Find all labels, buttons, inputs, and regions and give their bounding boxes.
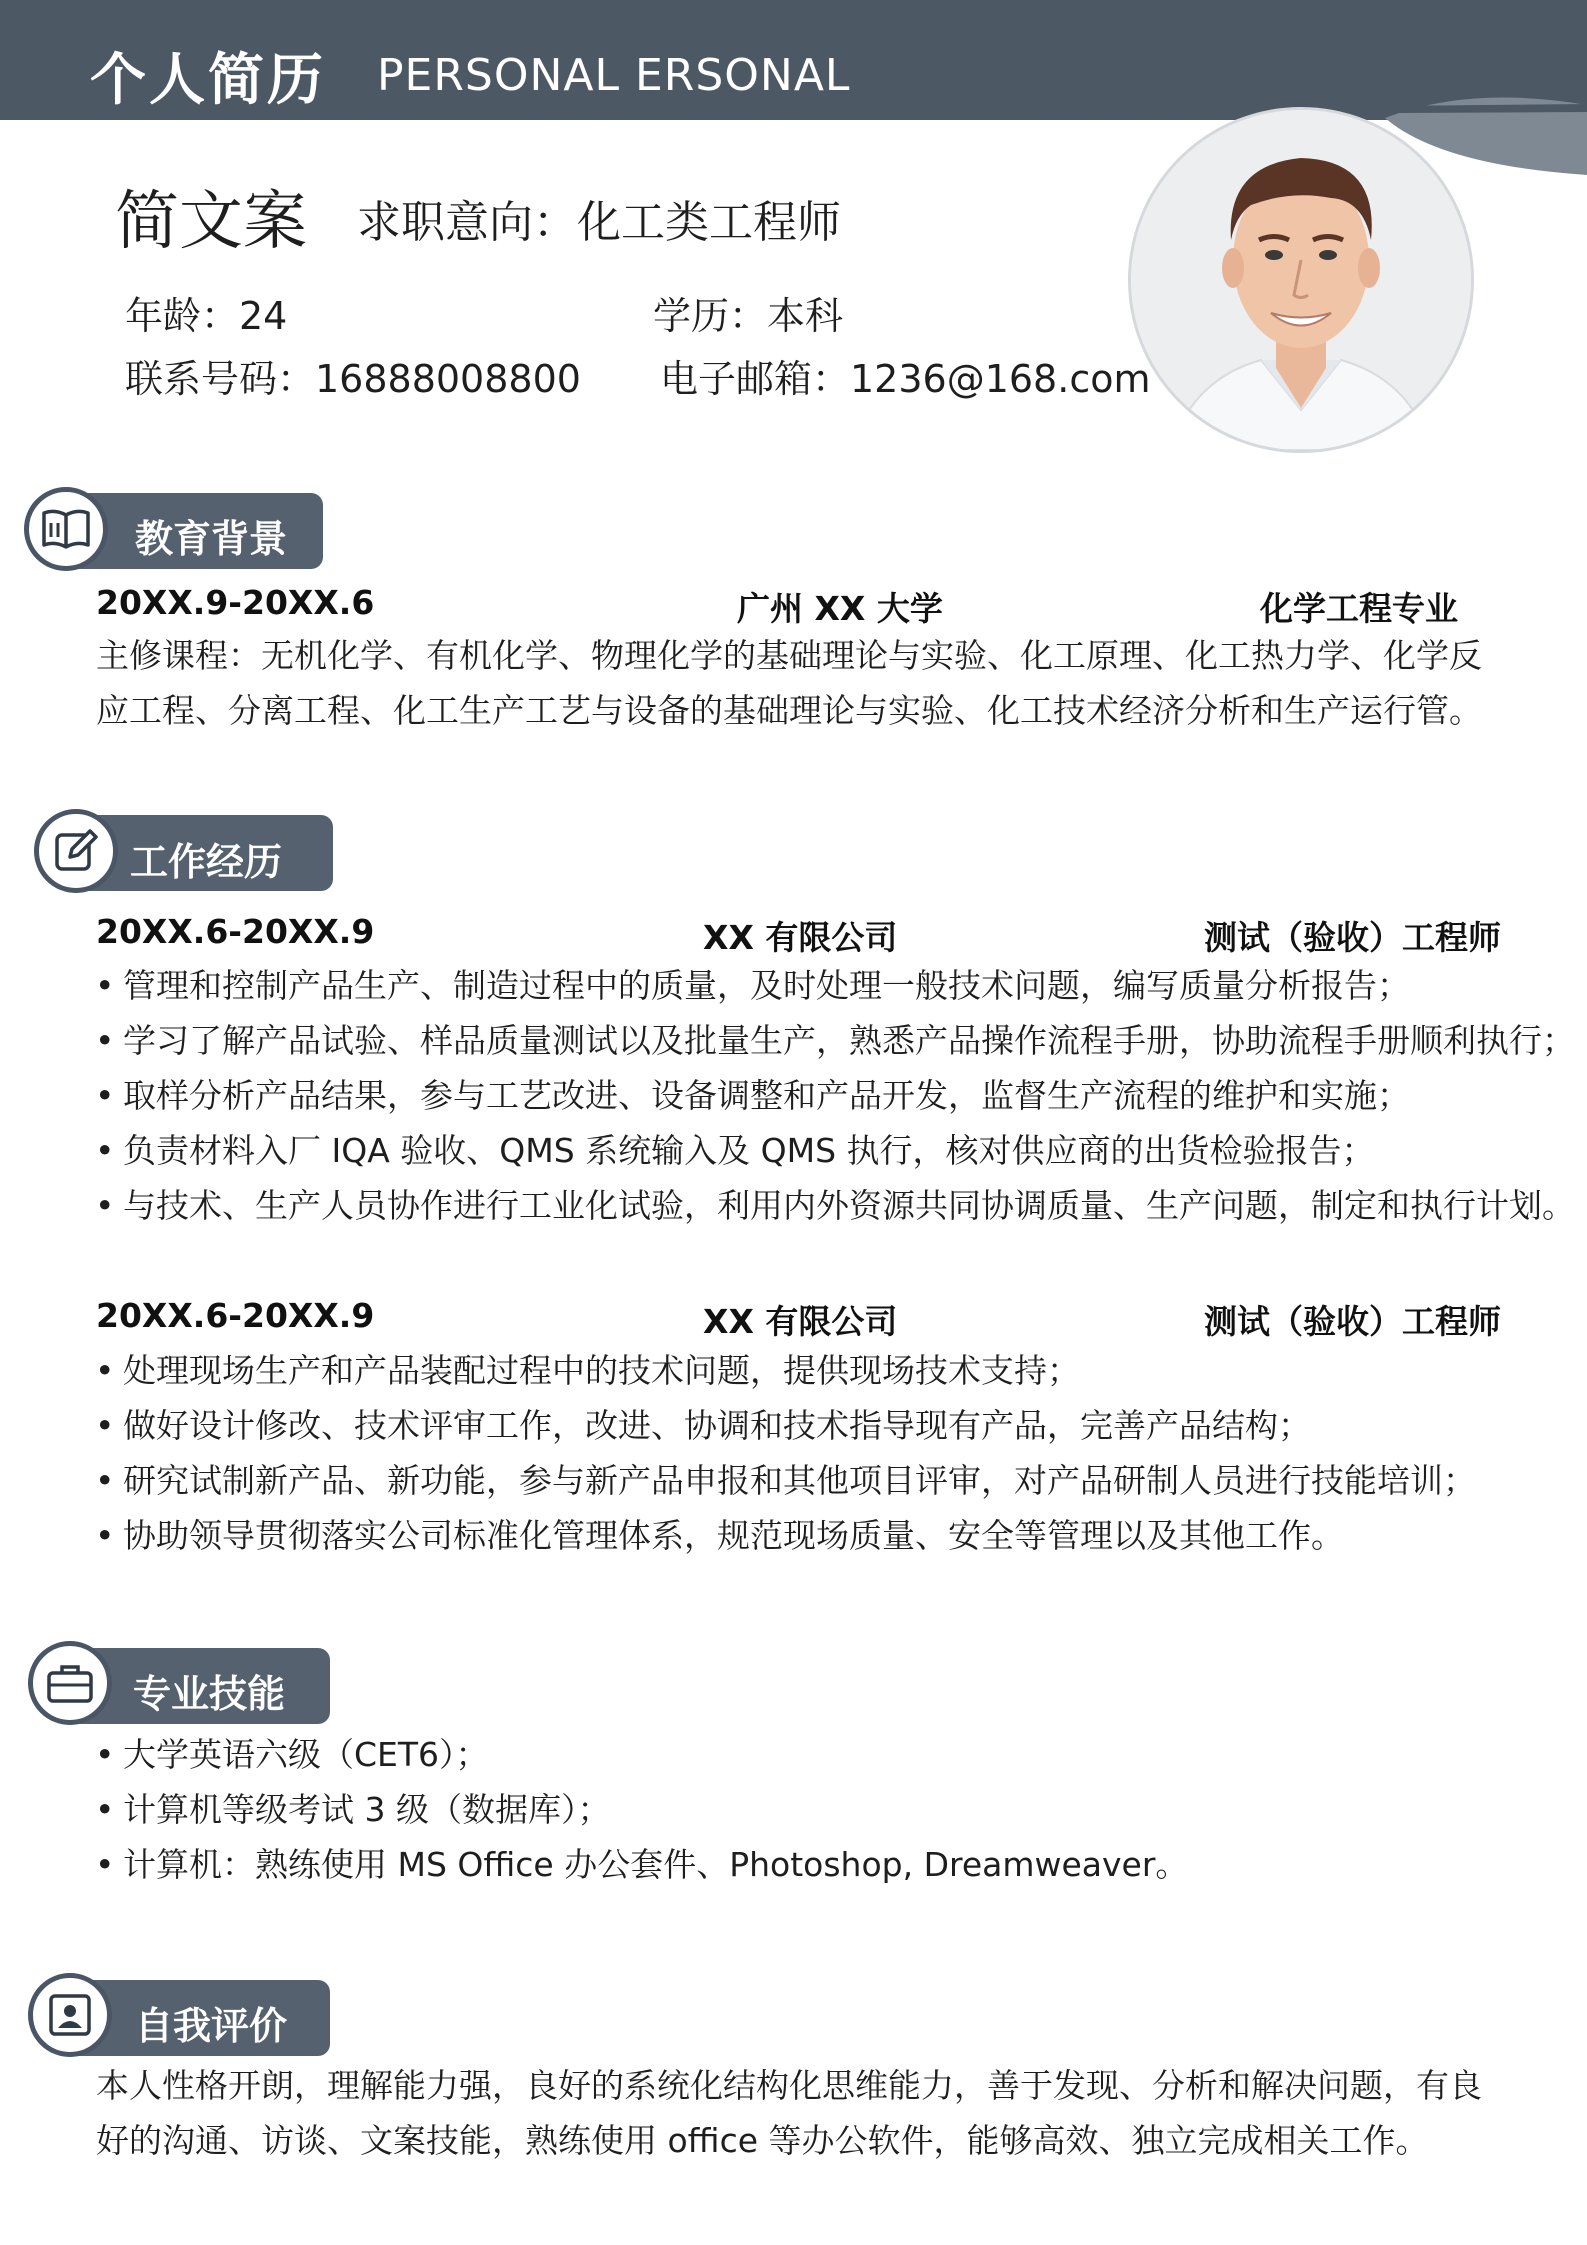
list-item: • 处理现场生产和产品装配过程中的技术问题，提供现场技术支持； (93, 1343, 1476, 1398)
book-icon (24, 487, 108, 571)
list-item: • 计算机等级考试 3 级（数据库）； (93, 1782, 1188, 1837)
section-title-self-eval: 自我评价 (135, 2004, 288, 2048)
list-item: • 取样分析产品结果，参与工艺改进、设备调整和产品开发，监督生产流程的维护和实施； (93, 1068, 1575, 1123)
list-item: • 研究试制新产品、新功能，参与新产品申报和其他项目评审，对产品研制人员进行技能培训； (93, 1453, 1476, 1508)
list-item: • 负责材料入厂 IQA 验收、QMS 系统输入及 QMS 执行，核对供应商的出货检验报告； (93, 1123, 1575, 1178)
job1-position: 测试（验收）工程师 (1204, 918, 1501, 957)
section-title-work: 工作经历 (130, 840, 283, 884)
education-period: 20XX.9-20XX.6 (96, 583, 375, 622)
education-major: 化学工程专业 (1260, 589, 1458, 628)
resume-title-en: PERSONAL ERSONAL (377, 50, 851, 101)
self-eval-text: 本人性格开朗，理解能力强，良好的系统化结构化思维能力，善于发现、分析和解决问题，有良好的沟通、访谈、文案技能，熟练使用 office 等办公软件，能够高效、独立完成相关工作。 (96, 2066, 1482, 2160)
edit-icon (34, 809, 118, 893)
age: 年龄：24 (125, 294, 288, 338)
briefcase-icon (28, 1641, 112, 1725)
section-title-education: 教育背景 (135, 517, 288, 561)
section-title-skills: 专业技能 (133, 1672, 286, 1716)
job1-company: XX 有限公司 (703, 918, 898, 957)
job2-company: XX 有限公司 (703, 1302, 898, 1341)
phone: 联系号码：16888008800 (125, 357, 581, 401)
person-card-icon (28, 1973, 112, 2057)
list-item: • 计算机：熟练使用 MS Office 办公套件、Photoshop, Dreamweaver。 (93, 1837, 1188, 1892)
education-courses: 主修课程：无机化学、有机化学、物理化学的基础理论与实验、化工原理、化工热力学、化学反应工程、分离工程、化工生产工艺与设备的基础理论与实验、化工技术经济分析和生产运行管。 (96, 636, 1482, 730)
list-item: • 与技术、生产人员协作进行工业化试验，利用内外资源共同协调质量、生产问题，制定和执行计划。 (93, 1178, 1575, 1233)
education-school: 广州 XX 大学 (737, 589, 943, 628)
candidate-name: 简文案 (115, 185, 307, 259)
list-item: • 学习了解产品试验、样品质量测试以及批量生产，熟悉产品操作流程手册，协助流程手册顺利执行； (93, 1013, 1575, 1068)
email: 电子邮箱：1236@168.com (660, 357, 1151, 401)
skills-list (93, 1727, 1188, 1892)
avatar (1128, 107, 1474, 453)
job-intent: 求职意向：化工类工程师 (357, 197, 841, 248)
job2-duties (93, 1343, 1476, 1563)
job2-period: 20XX.6-20XX.9 (96, 1296, 375, 1335)
education-level: 学历：本科 (653, 294, 844, 338)
list-item: • 做好设计修改、技术评审工作，改进、协调和技术指导现有产品，完善产品结构； (93, 1398, 1476, 1453)
list-item: • 大学英语六级（CET6）； (93, 1727, 1188, 1782)
resume-title-cn: 个人简历 (90, 48, 326, 113)
job1-duties (93, 958, 1575, 1233)
list-item: • 管理和控制产品生产、制造过程中的质量，及时处理一般技术问题，编写质量分析报告； (93, 958, 1575, 1013)
job1-period: 20XX.6-20XX.9 (96, 912, 375, 951)
job2-position: 测试（验收）工程师 (1204, 1302, 1501, 1341)
list-item: • 协助领导贯彻落实公司标准化管理体系，规范现场质量、安全等管理以及其他工作。 (93, 1508, 1476, 1563)
